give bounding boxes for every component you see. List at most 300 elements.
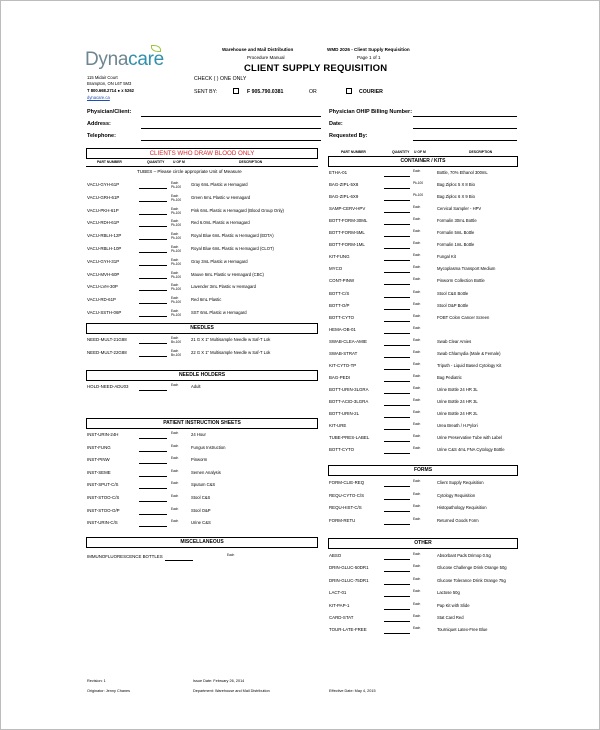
header-doc-id: WMD 2026 - Client Supply Requisition xyxy=(327,47,410,52)
part-number: BOTT-URIN-2L xyxy=(329,411,360,416)
unit-of-measure xyxy=(413,205,429,209)
unit-of-measure xyxy=(413,577,429,581)
unit-of-measure xyxy=(171,444,187,448)
quantity-field[interactable] xyxy=(384,176,410,177)
right-col-uom: U OF M xyxy=(414,150,426,154)
ohip-field[interactable] xyxy=(413,116,517,117)
courier-checkbox[interactable] xyxy=(346,88,352,94)
unit-of-measure xyxy=(413,626,429,630)
uom-primary: Each xyxy=(413,434,421,439)
table-row xyxy=(329,564,519,572)
quantity-field[interactable] xyxy=(384,429,410,430)
table-row xyxy=(329,181,519,189)
part-number: ETHA-01 xyxy=(329,170,348,175)
part-number: KIT-CYTO-TP xyxy=(329,362,357,368)
unit-of-measure xyxy=(413,434,429,438)
uom-primary: Each xyxy=(171,232,179,237)
part-number: INST-SPUT-C/S xyxy=(87,482,119,488)
table-row xyxy=(87,469,319,477)
part-number: BOTT-CYTO xyxy=(329,447,355,453)
requested-by-label: Requested By: xyxy=(329,133,368,139)
item-description: Urine Preservative Tube with Label xyxy=(437,435,502,441)
uom-primary: Each xyxy=(171,309,179,313)
quantity-field[interactable] xyxy=(384,188,410,189)
quantity-field[interactable] xyxy=(384,381,410,382)
unit-of-measure xyxy=(171,519,187,523)
address-web[interactable]: dynacare.ca xyxy=(87,95,110,100)
part-number: IMMUNOFLUORESCENCE BOTTLES xyxy=(87,554,163,559)
part-number: DRIN-GLUC-50DR1 xyxy=(329,565,369,571)
requested-by-field[interactable] xyxy=(413,140,517,141)
part-number: VACU-MVH-60P xyxy=(87,271,120,277)
quantity-field[interactable] xyxy=(384,200,410,201)
quantity-field[interactable] xyxy=(165,560,193,561)
part-number: VACU-RBLH-12P xyxy=(87,233,122,239)
item-description: Urea Breath / H.Pylori xyxy=(437,423,478,429)
uom-primary: Each xyxy=(227,553,235,557)
telephone-label: Telephone: xyxy=(87,133,116,139)
table-row xyxy=(329,302,519,310)
item-description: Bag Ziploc 6 X 9 Bio xyxy=(437,194,475,200)
quantity-field[interactable] xyxy=(139,278,167,279)
footer-department: Department: Warehouse and Mail Distribution xyxy=(193,689,270,693)
item-description: SST 6mL Plastic w Hemagard xyxy=(191,310,247,315)
uom-primary: Each xyxy=(171,494,179,498)
misc-section-header: MISCELLANEOUS xyxy=(86,537,318,548)
quantity-field[interactable] xyxy=(384,309,410,310)
part-number: CONT-PINW xyxy=(329,278,355,284)
uom-primary: Each xyxy=(413,265,421,270)
uom-primary: Each xyxy=(171,257,179,262)
date-field[interactable] xyxy=(413,128,517,129)
quantity-field[interactable] xyxy=(384,441,410,442)
part-number: ABSO xyxy=(329,553,342,558)
unit-of-measure xyxy=(413,492,429,496)
part-number: SAMP-CERV-HPV xyxy=(329,206,366,212)
quantity-field[interactable] xyxy=(384,212,410,213)
patient-instruction-section-header: PATIENT INSTRUCTION SHEETS xyxy=(86,418,318,429)
unit-of-measure xyxy=(413,217,429,221)
part-number: INST-STOO-O/P xyxy=(87,507,120,513)
uom-secondary: Pk-100 xyxy=(171,313,182,317)
address-field[interactable] xyxy=(141,128,321,129)
unit-of-measure xyxy=(171,271,187,279)
part-number: NEED-MULT-21G88 xyxy=(87,337,127,342)
part-number: BOTT-CYTO xyxy=(329,314,355,320)
table-row xyxy=(87,349,319,357)
uom-primary: Each xyxy=(171,468,179,473)
table-row xyxy=(329,410,519,418)
footer-effective-date: Effective Date: May 4, 2015 xyxy=(329,689,376,693)
unit-of-measure xyxy=(413,504,429,508)
item-description: Pink 6mL Plastic w Hemagard (Blood Group Only) xyxy=(191,207,284,213)
table-row xyxy=(87,219,319,227)
table-row xyxy=(329,229,519,237)
uom-primary: Pk-100 xyxy=(413,193,424,198)
uom-primary: Each xyxy=(413,397,421,402)
table-row xyxy=(329,517,519,525)
table-row xyxy=(329,602,519,610)
other-section-header: OTHER xyxy=(328,538,518,549)
unit-of-measure xyxy=(171,309,187,317)
part-number: KIT-FUNG xyxy=(329,254,350,260)
check-one-label: CHECK ( ) ONE ONLY xyxy=(194,76,247,82)
physician-client-label: Physician/Client: xyxy=(87,109,132,115)
unit-of-measure xyxy=(413,362,429,366)
part-number: VACU-SSTH-06P xyxy=(87,310,122,315)
uom-primary: Each xyxy=(413,601,421,606)
uom-primary: Each xyxy=(413,491,421,496)
part-number: VACU-PKH-61P xyxy=(87,207,119,213)
item-description: Pap Kit with Slide xyxy=(437,602,470,608)
quantity-field[interactable] xyxy=(384,393,410,394)
quantity-field[interactable] xyxy=(139,390,167,391)
table-row xyxy=(329,241,519,249)
part-number: INST-STOO-C/S xyxy=(87,495,120,500)
telephone-field[interactable] xyxy=(141,140,321,141)
quantity-field[interactable] xyxy=(384,499,410,500)
part-number: BOTT-FORM-1ML xyxy=(329,242,365,248)
part-number: BOTT-URIN-3LGRA xyxy=(329,386,369,392)
item-description: Urine Bottle 24 HR 2L xyxy=(437,411,478,416)
table-row xyxy=(329,552,519,560)
unit-of-measure xyxy=(171,336,187,344)
table-row xyxy=(329,614,519,622)
quantity-field[interactable] xyxy=(384,369,410,370)
part-number: TUBE-PRES-LABEL xyxy=(329,435,370,441)
left-col-uom: U OF M xyxy=(173,160,185,164)
item-description: Cervical Sampler - HPV xyxy=(437,206,482,212)
unit-of-measure xyxy=(171,219,187,227)
uom-primary: Each xyxy=(171,219,179,224)
uom-primary: Each xyxy=(171,519,179,524)
part-number: BAG-ZIPL-6X9 xyxy=(329,194,359,200)
uom-primary: Each xyxy=(171,193,179,198)
item-description: Bottle, 70% Ethanol 300mL xyxy=(437,170,488,175)
item-description: Royal Blue 6mL Plastic w Hemagard (EDTA) xyxy=(191,233,274,239)
uom-primary: Each xyxy=(413,205,421,210)
quantity-field[interactable] xyxy=(139,239,167,240)
uom-primary: Each xyxy=(171,506,179,511)
uom-primary: Each xyxy=(171,443,179,448)
quantity-field[interactable] xyxy=(139,451,167,452)
uom-secondary: Pk-100 xyxy=(171,185,182,189)
table-row xyxy=(87,494,319,502)
uom-primary: Each xyxy=(171,245,179,249)
part-number: FORM-RETU xyxy=(329,517,356,523)
quantity-field[interactable] xyxy=(384,284,410,285)
unit-of-measure xyxy=(413,386,429,390)
left-col-qty: QUANTITY xyxy=(147,160,165,164)
uom-primary: Each xyxy=(413,241,421,246)
uom-primary: Each xyxy=(413,277,421,282)
unit-of-measure xyxy=(171,181,187,189)
unit-of-measure xyxy=(413,350,429,354)
uom-primary: Each xyxy=(413,626,421,631)
table-row xyxy=(87,194,319,202)
quantity-field[interactable] xyxy=(384,297,410,298)
unit-of-measure xyxy=(413,564,429,568)
header-dept: Warehouse and Mail Distribution xyxy=(222,47,294,52)
uom-secondary: Pk-100 xyxy=(171,274,182,279)
unit-of-measure xyxy=(171,258,187,266)
page-title: CLIENT SUPPLY REQUISITION xyxy=(244,63,388,74)
part-number: VACU-RDH-61P xyxy=(87,220,120,226)
physician-client-field[interactable] xyxy=(141,116,321,117)
table-row xyxy=(329,290,519,298)
quantity-field[interactable] xyxy=(139,514,167,515)
footer-revision: Revision: 1 xyxy=(87,679,106,683)
table-row xyxy=(329,626,519,634)
item-description: Bag Pediatric xyxy=(437,374,462,380)
unit-of-measure xyxy=(171,507,187,511)
unit-of-measure xyxy=(413,410,429,414)
item-description: Sputum C&S xyxy=(191,482,216,488)
footer-originator: Originator: Jenny Chanes xyxy=(87,689,131,693)
table-row xyxy=(329,434,519,442)
item-description: Fungal Kit xyxy=(437,254,456,260)
quantity-field[interactable] xyxy=(384,345,410,346)
quantity-field[interactable] xyxy=(384,524,410,525)
part-number: VACU-GYH-61P xyxy=(87,182,120,187)
unit-of-measure xyxy=(413,169,429,173)
item-description: Mauve 6mL Plastic w Hemagard (CBC) xyxy=(191,271,264,277)
quantity-field[interactable] xyxy=(384,333,410,334)
uom-primary: Each xyxy=(413,504,421,508)
quantity-field[interactable] xyxy=(384,453,410,454)
table-row xyxy=(87,207,319,215)
part-number: SWAB-STRAT xyxy=(329,350,358,356)
item-description: Green 6mL Plastic w Hemagard xyxy=(191,194,251,200)
table-row xyxy=(329,277,519,285)
part-number: KIT-URE xyxy=(329,423,347,429)
or-label: OR xyxy=(309,89,317,95)
table-row xyxy=(87,431,319,439)
item-description: Gray 6mL Plastic w Hemagard xyxy=(191,182,248,187)
uom-primary: Each xyxy=(413,385,421,390)
table-row xyxy=(87,553,319,561)
quantity-field[interactable] xyxy=(384,511,410,512)
right-col-qty: QUANTITY xyxy=(392,150,410,154)
part-number: BOTT-FORM-30ML xyxy=(329,218,368,224)
date-label: Date: xyxy=(329,121,343,127)
address-label: Address: xyxy=(87,121,111,127)
uom-primary: Each xyxy=(171,296,179,301)
quantity-field[interactable] xyxy=(139,188,167,189)
quantity-field[interactable] xyxy=(384,321,410,322)
quantity-field[interactable] xyxy=(139,343,167,344)
unit-of-measure xyxy=(413,326,429,330)
item-description: Urine Bottle 24 HR 3L xyxy=(437,386,478,392)
quantity-field[interactable] xyxy=(384,596,410,597)
item-description: 24 Hour xyxy=(191,432,206,437)
header-page: Page 1 of 1 xyxy=(357,55,381,60)
unit-of-measure xyxy=(413,253,429,257)
address-line2: Brampton, ON L6T 5M3 xyxy=(87,81,132,86)
part-number: TOUR-LATE-FREE xyxy=(329,627,367,633)
quantity-field[interactable] xyxy=(139,303,167,304)
unit-of-measure xyxy=(413,302,429,306)
forms-section-header: FORMS xyxy=(328,465,518,476)
uom-primary: Each xyxy=(413,614,421,618)
quantity-field[interactable] xyxy=(139,226,167,227)
quantity-field[interactable] xyxy=(139,526,167,527)
unit-of-measure xyxy=(413,552,429,556)
table-row xyxy=(329,217,519,225)
quantity-field[interactable] xyxy=(139,316,167,317)
uom-primary: Each xyxy=(171,283,179,288)
unit-of-measure xyxy=(413,479,429,483)
quantity-field[interactable] xyxy=(384,486,410,487)
quantity-field[interactable] xyxy=(139,476,167,477)
part-number: NEED-MULT-22G88 xyxy=(87,349,127,355)
part-number: BOTT-ACID-3LGRA xyxy=(329,398,369,404)
table-row xyxy=(87,271,319,279)
item-description: Cytology Requisition xyxy=(437,492,476,498)
right-col-desc: DESCRIPTION xyxy=(469,150,493,154)
quantity-field[interactable] xyxy=(139,463,167,464)
item-description: Pinworm xyxy=(191,457,208,463)
unit-of-measure xyxy=(413,398,429,402)
part-number: LACT-01 xyxy=(329,590,347,596)
unit-of-measure xyxy=(413,277,429,281)
quantity-field[interactable] xyxy=(384,571,410,572)
quantity-field[interactable] xyxy=(139,265,167,266)
uom-primary: Pk-100 xyxy=(413,181,424,186)
part-number: INST-PINW xyxy=(87,457,110,463)
unit-of-measure xyxy=(171,431,187,435)
uom-primary: Each xyxy=(413,373,421,378)
table-row xyxy=(87,232,319,240)
unit-of-measure xyxy=(413,517,429,521)
uom-secondary: Pk-100 xyxy=(171,236,182,241)
unit-of-measure xyxy=(413,290,429,294)
item-description: Stool O&P Bottle xyxy=(437,302,469,308)
unit-of-measure xyxy=(171,456,187,460)
table-row xyxy=(329,589,519,597)
part-number: CARD-STAT xyxy=(329,615,354,620)
uom-primary: Each xyxy=(171,181,179,185)
item-description: Swab Chlamydia (Male & Female) xyxy=(437,350,501,356)
unit-of-measure xyxy=(171,349,187,357)
quantity-field[interactable] xyxy=(384,633,410,634)
left-col-part: PART NUMBER xyxy=(97,160,122,164)
part-number: HEMA-OB-01 xyxy=(329,326,356,332)
uom-primary: Each xyxy=(413,169,421,173)
part-number: REQU-CYTO-C/S xyxy=(329,492,365,498)
quantity-field[interactable] xyxy=(384,236,410,237)
quantity-field[interactable] xyxy=(384,224,410,225)
unit-of-measure xyxy=(171,296,187,304)
table-row xyxy=(329,446,519,454)
unit-of-measure xyxy=(413,229,429,233)
table-row xyxy=(329,350,519,358)
uom-primary: Each xyxy=(171,336,179,340)
address-line1: 115 Midair Court xyxy=(87,75,118,80)
quantity-field[interactable] xyxy=(139,356,167,357)
fax-checkbox[interactable] xyxy=(233,88,239,94)
table-row xyxy=(87,481,319,489)
part-number: INST-URIN-C/S xyxy=(87,520,118,526)
uom-primary: Each xyxy=(413,349,421,354)
uom-primary: Each xyxy=(413,516,421,521)
container-kits-section-header: CONTAINER / KITS xyxy=(328,156,518,167)
quantity-field[interactable] xyxy=(139,214,167,215)
item-description: Stool C&S Bottle xyxy=(437,290,469,296)
left-col-desc: DESCRIPTION xyxy=(239,160,263,164)
uom-primary: Each xyxy=(171,206,179,211)
table-row xyxy=(329,492,519,500)
item-description: Royal Blue 6mL Plastic w Hemagard (CLOT) xyxy=(191,246,274,251)
table-row xyxy=(87,444,319,452)
quantity-field[interactable] xyxy=(384,272,410,273)
ohip-label: Physician OHIP Billing Number: xyxy=(329,109,413,115)
tubes-note: TUBES – Please circle appropriate Unit of Measure xyxy=(137,169,242,174)
unit-of-measure xyxy=(171,283,187,291)
unit-of-measure xyxy=(413,374,429,378)
item-description: Adult xyxy=(191,384,201,389)
uom-secondary: Pk-100 xyxy=(171,261,182,266)
quantity-field[interactable] xyxy=(384,248,410,249)
quantity-field[interactable] xyxy=(384,260,410,261)
quantity-field[interactable] xyxy=(139,488,167,489)
courier-label: COURIER xyxy=(359,89,383,95)
uom-primary: Each xyxy=(413,313,421,318)
item-description: Returned Goods Form xyxy=(437,517,479,523)
part-number: BOTT-C/S xyxy=(329,290,350,296)
quantity-field[interactable] xyxy=(139,252,167,253)
item-description: Formalin 5mL Bottle xyxy=(437,230,475,236)
table-row xyxy=(329,169,519,177)
fax-number: F 905.790.0381 xyxy=(247,89,284,95)
item-description: Red 6mL Plastic xyxy=(191,297,222,303)
part-number: BAG-ZIPL-5X8 xyxy=(329,182,359,188)
footer-issue-date: Issue Date: February 26, 2014 xyxy=(193,679,245,683)
unit-of-measure xyxy=(413,338,429,342)
table-row xyxy=(329,374,519,382)
quantity-field[interactable] xyxy=(384,609,410,610)
quantity-field[interactable] xyxy=(384,357,410,358)
part-number: INST-URIN-24H xyxy=(87,432,119,437)
quantity-field[interactable] xyxy=(384,405,410,406)
item-description: Bag Ziploc 5 X 8 Bio xyxy=(437,182,475,188)
table-row xyxy=(329,504,519,512)
quantity-field[interactable] xyxy=(139,290,167,291)
quantity-field[interactable] xyxy=(139,201,167,202)
item-description: Glucose Challenge Drink Orange 50g xyxy=(437,565,507,571)
part-number: SWAB-CLEA-AMIE xyxy=(329,338,367,344)
quantity-field[interactable] xyxy=(384,584,410,585)
part-number: INST-SEME xyxy=(87,469,111,475)
uom-primary: Each xyxy=(413,564,421,569)
unit-of-measure xyxy=(413,446,429,450)
table-row xyxy=(329,314,519,322)
header-manual: Procedure Manual xyxy=(247,55,285,60)
quantity-field[interactable] xyxy=(139,501,167,502)
part-number: INST-FUNG xyxy=(87,444,111,450)
item-description: 21 G X 1" Multisample Needle w Saf-T Lok xyxy=(191,337,271,342)
table-row xyxy=(329,362,519,370)
quantity-field[interactable] xyxy=(384,559,410,560)
uom-secondary: Pk-100 xyxy=(171,300,182,305)
uom-primary: Each xyxy=(171,481,179,486)
quantity-field[interactable] xyxy=(384,621,410,622)
quantity-field[interactable] xyxy=(384,417,410,418)
right-col-part: PART NUMBER xyxy=(341,150,366,154)
table-row xyxy=(87,296,319,304)
uom-primary: Each xyxy=(413,589,421,594)
quantity-field[interactable] xyxy=(139,438,167,439)
